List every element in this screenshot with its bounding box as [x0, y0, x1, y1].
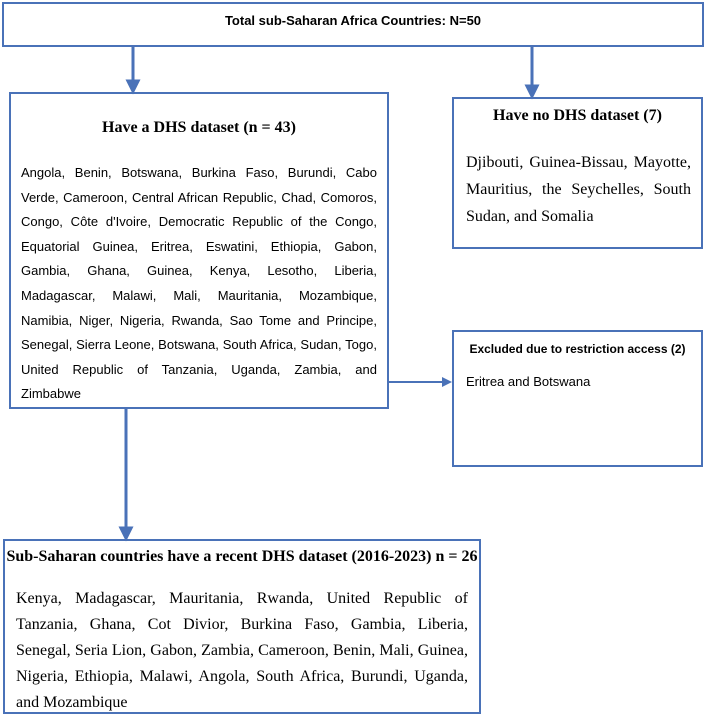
total-countries-title: Total sub-Saharan Africa Countries: N=50 [224, 13, 482, 28]
no-dhs-title: Have no DHS dataset (7) [493, 107, 662, 124]
recent-dhs-title: Sub-Saharan countries have a recent DHS dataset (2016-2023) n = 26 [6, 548, 478, 565]
no-dhs-countries: Djibouti, Guinea-Bissau, Mayotte, Mauritius, the Seychelles, South Sudan, and Somalia [466, 154, 691, 225]
excluded-box [452, 330, 703, 467]
excluded-countries: Eritrea and Botswana [466, 374, 591, 389]
recent-dhs-countries: Kenya, Madagascar, Mauritania, Rwanda, United Republic of Tanzania, Ghana, Cot Divior, Burkina Faso, Gambia, Liberia, Senegal, Seria Lion, Gabon, Zambia, Cameroon, Benin, Mali, Guinea, Nigeria, Ethiopia, Malawi, Angola, South Africa, Burundi, Uganda, and Mozambique [16, 590, 468, 711]
have-dhs-box [9, 92, 389, 409]
no-dhs-box [452, 97, 703, 249]
excluded-title: Excluded due to restriction access (2) [469, 342, 686, 356]
have-dhs-title: Have a DHS dataset (n = 43) [102, 119, 296, 136]
recent-dhs-box [3, 539, 481, 714]
total-countries-box [2, 2, 704, 47]
have-dhs-countries: Angola, Benin, Botswana, Burkina Faso, Burundi, Cabo Verde, Cameroon, Central African Republic, Chad, Comoros, Congo, Côte d'Ivoire, Democratic Republic of the Congo, Equatorial Guinea, Eritrea, Eswatini, Ethiopia, Gabon, Gambia, Ghana, Guinea, Kenya, Lesotho, Liberia, Madagascar, Malawi, Mali, Mauritania, Mozambique, Namibia, Niger, Nigeria, Rwanda, Sao Tome and Principe, Senegal, Sierra Leone, Botswana, South Africa, Sudan, Togo, United Republic of Tanzania, Uganda, Zambia, and Zimbabwe [21, 165, 377, 402]
